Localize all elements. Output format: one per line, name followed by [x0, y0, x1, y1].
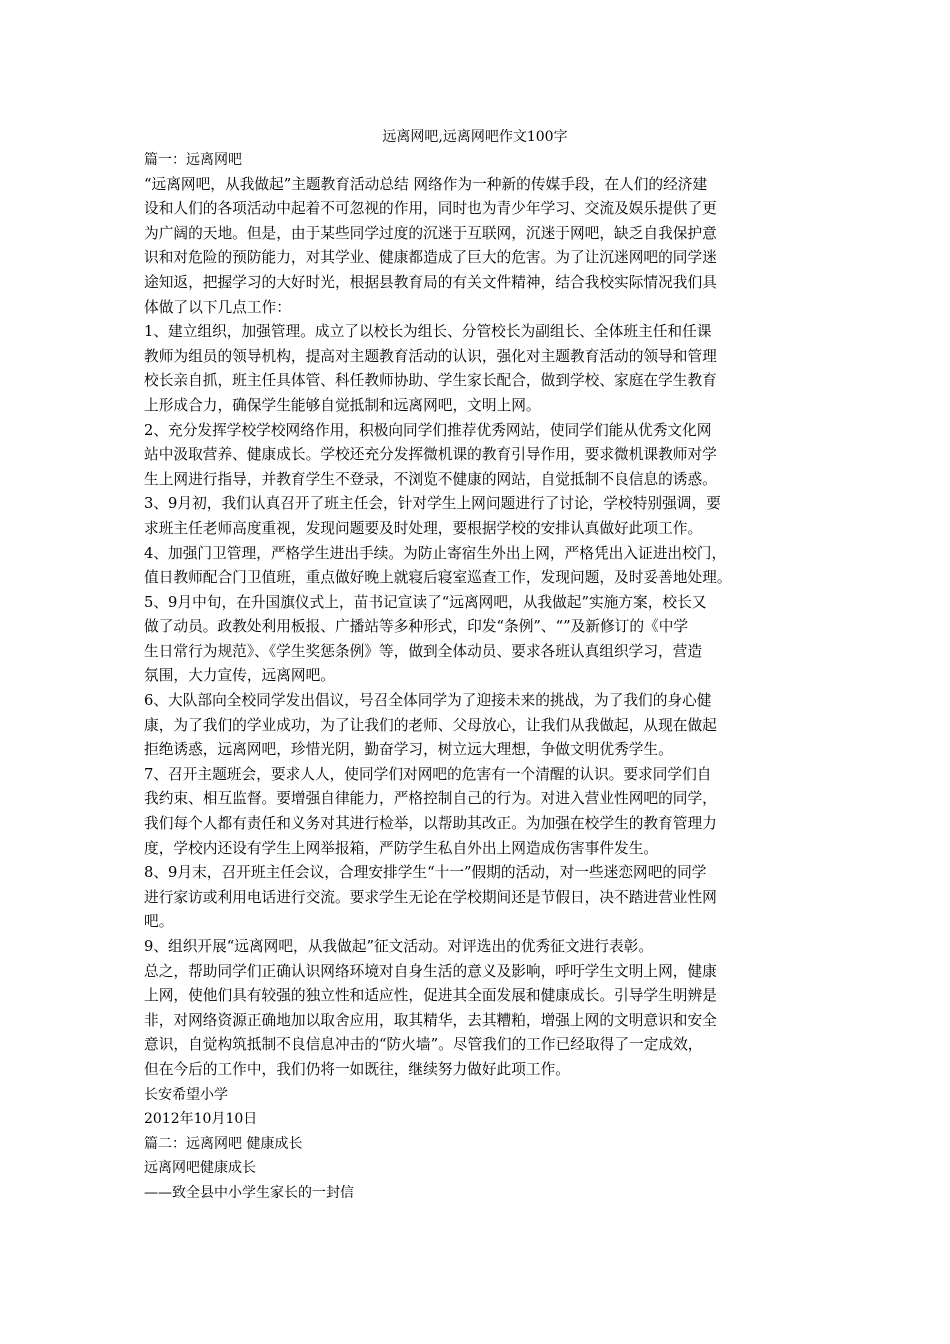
- text-line: 教师为组员的领导机构，提高对主题教育活动的认识，强化对主题教育活动的领导和管理: [144, 347, 717, 365]
- text-line: 8、9月末，召开班主任会议，合理安排学生“十一”假期的活动，对一些迷恋网吧的同学: [144, 864, 707, 882]
- text-line: 3、9月初，我们认真召开了班主任会，针对学生上网问题进行了讨论，学校特别强调，要: [144, 495, 721, 513]
- text-line: 站中汲取营养、健康成长。学校还充分发挥微机课的教育引导作用，要求微机课教师对学: [144, 446, 717, 464]
- text-line: 但在今后的工作中，我们仍将一如既往，继续努力做好此项工作。: [144, 1060, 570, 1078]
- text-line: 度，学校内还设有学生上网举报箱，严防学生私自外出上网造成伤害事件发生。: [144, 839, 659, 857]
- text-line: 求班主任老师高度重视，发现问题要及时处理，要根据学校的安排认真做好此项工作。: [144, 519, 703, 537]
- text-line: 非，对网络资源正确地加以取舍应用，取其精华，去其糟粕，增强上网的文明意识和安全: [144, 1011, 717, 1029]
- text-line: 4、加强门卫管理，严格学生进出手续。为防止寄宿生外出上网，严格凭出入证进出校门，: [144, 544, 727, 562]
- text-line: 生日常行为规范》、《学生奖惩条例》等，做到全体动员、要求各班认真组织学习，营造: [144, 642, 703, 660]
- text-line: 上网，使他们具有较强的独立性和适应性，促进其全面发展和健康成长。引导学生明辨是: [144, 987, 717, 1005]
- text-line: 进行家访或利用电话进行交流。要求学生无论在学校期间还是节假日，决不踏进营业性网: [144, 888, 717, 906]
- document-body: [144, 148, 812, 1206]
- text-line: ——致全县中小学生家长的一封信: [144, 1184, 354, 1201]
- text-line: 体做了以下几点工作：: [144, 298, 291, 316]
- text-line: 1、建立组织，加强管理。成立了以校长为组长、分管校长为副组长、全体班主任和任课: [144, 323, 712, 341]
- text-line: 9、组织开展“远离网吧，从我做起”征文活动。对评选出的优秀征文进行表彰。: [144, 938, 654, 955]
- text-line: 篇二：远离网吧 健康成长: [144, 1135, 303, 1152]
- document-title: 远离网吧,远离网吧作文100字: [382, 129, 568, 145]
- text-line: 做了动员。政教处利用板报、广播站等多种形式，印发“条例”、“”及新修订的《中学: [144, 618, 689, 636]
- text-line: 识和对危险的预防能力，对其学业、健康都造成了巨大的危害。为了让沉迷网吧的同学迷: [144, 249, 717, 267]
- text-line: 途知返，把握学习的大好时光，根据县教育局的有关文件精神，结合我校实际情况我们具: [144, 273, 717, 291]
- text-line: 我约束、相互监督。要增强自律能力，严格控制自己的行为。对进入营业性网吧的同学，: [144, 790, 717, 808]
- text-line: 篇一：远离网吧: [144, 152, 242, 168]
- text-line: 为广阔的天地。但是，由于某些同学过度的沉迷于互联网，沉迷于网吧，缺乏自我保护意: [144, 224, 717, 242]
- text-line: 校长亲自抓，班主任具体管、科任教师协助、学生家长配合，做到学校、家庭在学生教育: [144, 372, 717, 390]
- text-line: 总之，帮助同学们正确认识网络环境对自身生活的意义及影响，呼吁学生文明上网，健康: [144, 962, 717, 980]
- text-line: 长安希望小学: [144, 1086, 228, 1103]
- text-line: 设和人们的各项活动中起着不可忽视的作用，同时也为青少年学习、交流及娱乐提供了更: [144, 200, 717, 218]
- text-line: 拒绝诱惑，远离网吧，珍惜光阴，勤奋学习，树立远大理想，争做文明优秀学生。: [144, 741, 673, 759]
- text-line: 氛围，大力宣传，远离网吧。: [144, 667, 335, 685]
- text-line: 2、充分发挥学校学校网络作用，积极向同学们推荐优秀网站，使同学们能从优秀文化网: [144, 421, 712, 439]
- text-line: 吧。: [144, 913, 174, 931]
- text-line: 远离网吧健康成长: [144, 1160, 256, 1177]
- text-line: 意识，自觉构筑抵制不良信息冲击的“防火墙”。尽管我们的工作已经取得了一定成效，: [144, 1036, 703, 1054]
- text-line: “远离网吧，从我做起”主题教育活动总结 网络作为一种新的传媒手段，在人们的经济建: [144, 175, 708, 193]
- text-line: 上形成合力，确保学生能够自觉抵制和远离网吧，文明上网。: [144, 396, 541, 414]
- text-line: 5、9月中旬，在升国旗仪式上，苗书记宣读了“远离网吧，从我做起”实施方案，校长又: [144, 593, 707, 611]
- text-line: 我们每个人都有责任和义务对其进行检举，以帮助其改正。为加强在校学生的教育管理力: [144, 815, 717, 833]
- text-line: 7、召开主题班会，要求人人，使同学们对网吧的危害有一个清醒的认识。要求同学们自: [144, 765, 712, 783]
- text-line: 值日教师配合门卫值班，重点做好晚上就寝后寝室巡查工作，发现问题，及时妥善地处理。: [144, 569, 732, 587]
- text-line: 2012年10月10日: [144, 1111, 258, 1128]
- text-line: 6、大队部向全校同学发出倡议，号召全体同学为了迎接未来的挑战，为了我们的身心健: [144, 692, 712, 710]
- text-line: 康，为了我们的学业成功，为了让我们的老师、父母放心，让我们从我做起，从现在做起: [144, 716, 717, 734]
- text-line: 生上网进行指导，并教育学生不登录，不浏览不健康的网站，自觉抵制不良信息的诱惑。: [144, 470, 717, 488]
